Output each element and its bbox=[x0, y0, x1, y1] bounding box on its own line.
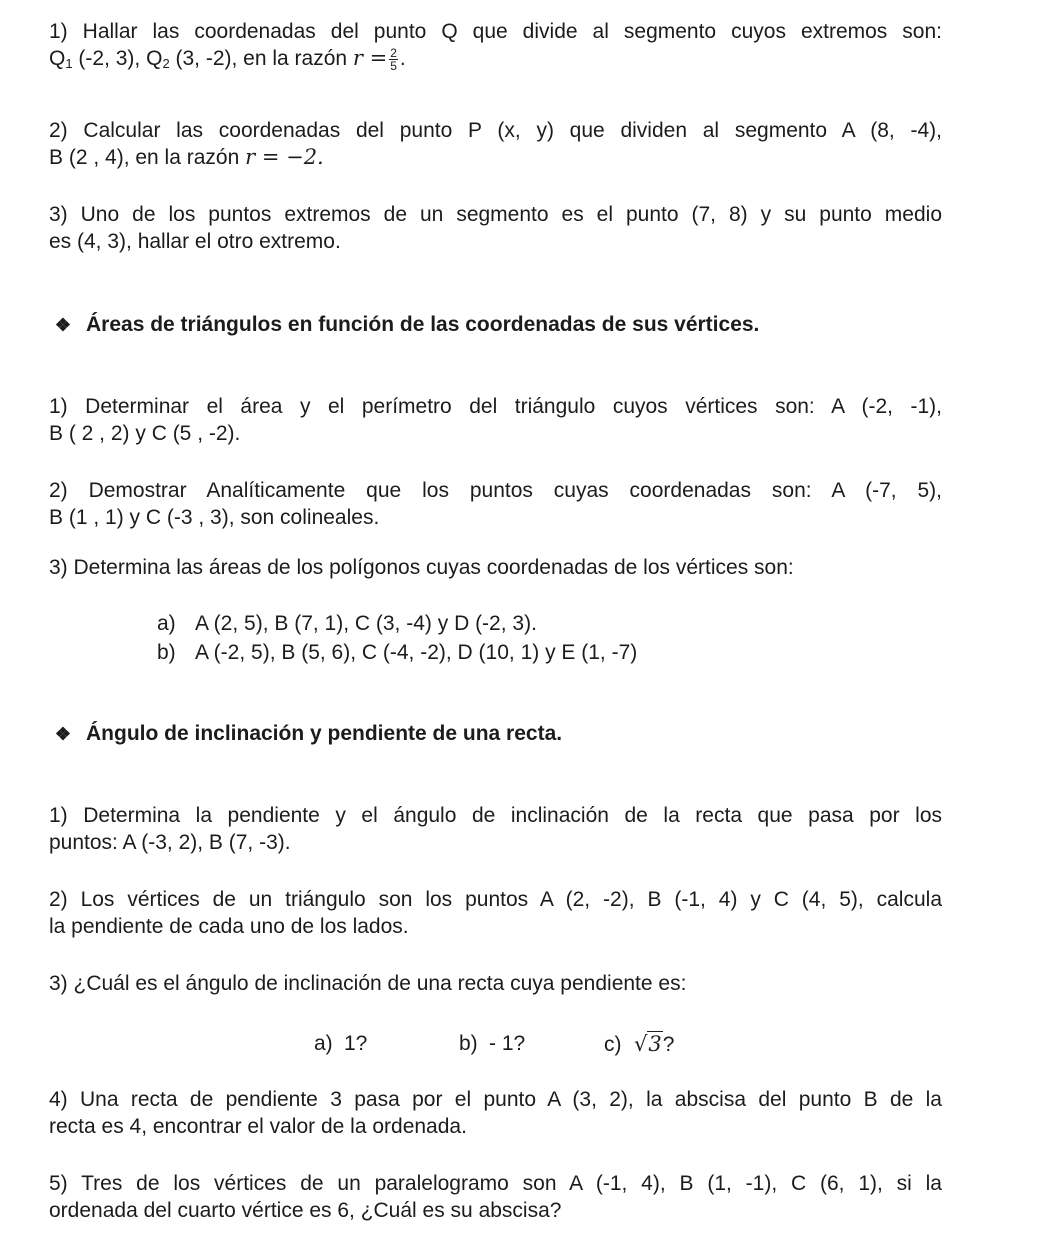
exercise-3-division bbox=[49, 201, 942, 255]
ratio-fraction bbox=[389, 47, 398, 72]
q2-subscript: 2 bbox=[162, 56, 170, 71]
slope-option-b bbox=[459, 1030, 525, 1058]
slope-exercise-2-line-1: 2) Los vértices de un triángulo son los puntos A (2, -2), B (-1, 4) y C (4, 5), calcula bbox=[49, 888, 942, 911]
polygon-item-a bbox=[157, 610, 537, 638]
slope-exercise-2 bbox=[49, 886, 942, 940]
polygon-item-text: A (2, 5), B (7, 1), C (3, -4) y D (-2, 3). bbox=[195, 612, 537, 635]
ratio-end: . bbox=[399, 47, 406, 70]
slope-option-c bbox=[604, 1030, 674, 1059]
q2-coords: (3, -2), en la razón bbox=[169, 47, 353, 70]
exercise-3-line-2: es (4, 3), hallar el otro extremo. bbox=[49, 230, 341, 253]
exercise-3-line-1: 3) Uno de los puntos extremos de un segmento es el punto (7, 8) y su punto medio bbox=[49, 203, 942, 226]
areas-exercise-1 bbox=[49, 393, 942, 447]
exercise-2-line-2 bbox=[49, 144, 942, 171]
areas-exercise-3-line-1: 3) Determina las áreas de los polígonos cuyas coordenadas de los vértices son: bbox=[49, 556, 794, 579]
exercise-2-division bbox=[49, 117, 942, 171]
exercise-2-line-2-text: B (2 , 4), en la razón bbox=[49, 146, 246, 169]
slope-exercise-4 bbox=[49, 1086, 942, 1140]
slope-option-label: b) bbox=[459, 1032, 478, 1055]
polygon-item-text: A (-2, 5), B (5, 6), C (-4, -2), D (10, 1) y E (1, -7) bbox=[195, 641, 638, 664]
exercise-2-line-1: 2) Calcular las coordenadas del punto P (x, y) que dividen al segmento A (8, -4), bbox=[49, 119, 942, 142]
slope-option-text: - 1? bbox=[489, 1032, 526, 1055]
slope-option-label: a) bbox=[314, 1032, 333, 1055]
areas-exercise-2 bbox=[49, 477, 942, 531]
slope-option-a bbox=[314, 1030, 367, 1058]
q1-subscript: 1 bbox=[65, 56, 73, 71]
ratio-label: r = bbox=[352, 46, 388, 70]
polygon-item-label: a) bbox=[157, 612, 176, 635]
slope-exercise-5-line-2: ordenada del cuarto vértice es 6, ¿Cuál es su abscisa? bbox=[49, 1199, 562, 1222]
areas-exercise-3 bbox=[49, 554, 942, 581]
q1-coords: (-2, 3), bbox=[72, 47, 147, 70]
areas-exercise-1-line-1: 1) Determinar el área y el perímetro del triángulo cuyos vértices son: A (-2, -1), bbox=[49, 395, 942, 418]
slope-exercise-5 bbox=[49, 1170, 942, 1224]
exercise-2-ratio: r = −2. bbox=[245, 145, 324, 169]
slope-exercise-1-line-1: 1) Determina la pendiente y el ángulo de inclinación de la recta que pasa por los bbox=[49, 804, 942, 827]
slope-exercise-1 bbox=[49, 802, 942, 856]
slope-option-label: c) bbox=[604, 1033, 622, 1056]
slope-option-text: 1? bbox=[344, 1032, 368, 1055]
ratio-denominator: 5 bbox=[390, 58, 397, 73]
slope-exercise-3-line-1: 3) ¿Cuál es el ángulo de inclinación de una recta cuya pendiente es: bbox=[49, 972, 687, 995]
slope-exercise-4-line-1: 4) Una recta de pendiente 3 pasa por el punto A (3, 2), la abscisa del punto B de la bbox=[49, 1088, 942, 1111]
exercise-1-division bbox=[49, 18, 942, 77]
areas-exercise-2-line-2: B (1 , 1) y C (-3 , 3), son colineales. bbox=[49, 506, 380, 529]
sqrt-icon: √ bbox=[634, 1032, 648, 1056]
slope-heading-text: Ángulo de inclinación y pendiente de una recta. bbox=[86, 722, 563, 745]
areas-heading-text: Áreas de triángulos en función de las coordenadas de sus vértices. bbox=[86, 313, 760, 336]
areas-exercise-2-line-1: 2) Demostrar Analíticamente que los puntos cuyas coordenadas son: A (-7, 5), bbox=[49, 479, 942, 502]
sqrt-expression bbox=[634, 1031, 663, 1056]
slope-section-heading bbox=[54, 720, 562, 748]
exercise-1-line-1: 1) Hallar las coordenadas del punto Q que divide al segmento cuyos extremos son: bbox=[49, 20, 942, 43]
diamond-bullet-icon: ❖ bbox=[54, 315, 72, 335]
slope-exercise-1-line-2: puntos: A (-3, 2), B (7, -3). bbox=[49, 831, 291, 854]
slope-exercise-4-line-2: recta es 4, encontrar el valor de la ordenada. bbox=[49, 1115, 467, 1138]
polygon-item-label: b) bbox=[157, 641, 176, 664]
slope-exercise-3 bbox=[49, 970, 942, 997]
areas-exercise-1-line-2: B ( 2 , 2) y C (5 , -2). bbox=[49, 422, 241, 445]
areas-section-heading bbox=[54, 311, 759, 339]
sqrt-radicand: 3 bbox=[648, 1032, 662, 1056]
slope-option-suffix: ? bbox=[662, 1033, 675, 1056]
q2-letter: Q bbox=[146, 47, 163, 70]
q1-letter: Q bbox=[49, 47, 66, 70]
diamond-bullet-icon: ❖ bbox=[54, 724, 72, 744]
slope-exercise-2-line-2: la pendiente de cada uno de los lados. bbox=[49, 915, 409, 938]
ratio-numerator: 2 bbox=[390, 45, 397, 60]
slope-exercise-5-line-1: 5) Tres de los vértices de un paralelogramo son A (-1, 4), B (1, -1), C (6, 1), si la bbox=[49, 1172, 942, 1195]
exercise-1-line-2 bbox=[49, 45, 942, 77]
polygon-item-b bbox=[157, 639, 637, 667]
